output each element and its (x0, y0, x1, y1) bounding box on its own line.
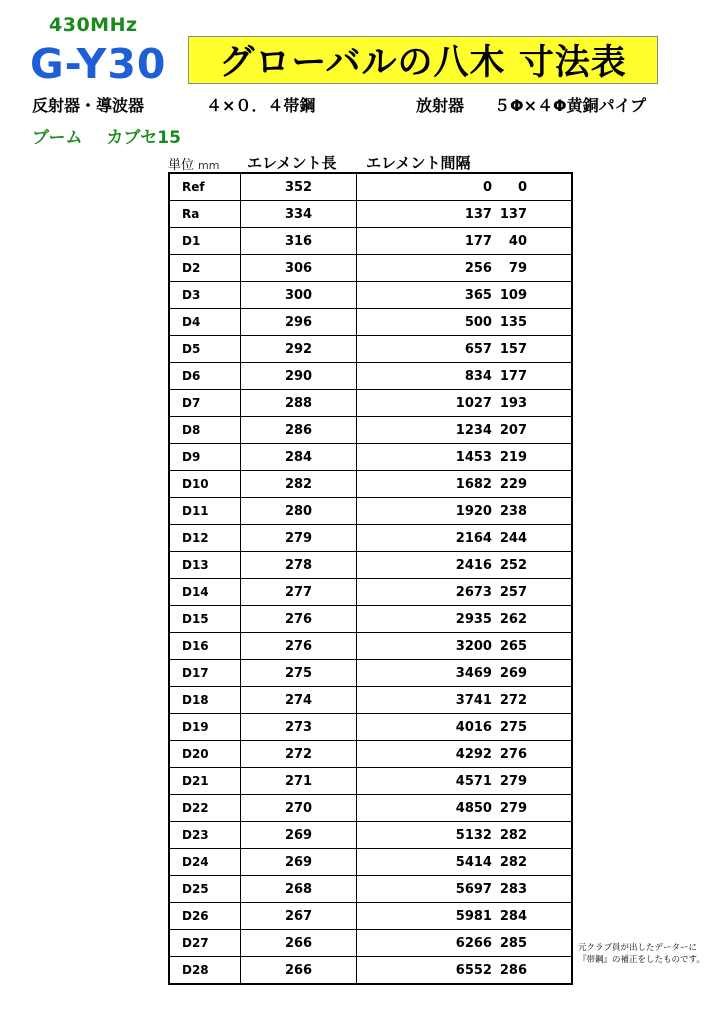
element-position: 834 (464, 368, 492, 384)
spacing-values (357, 498, 571, 524)
element-position: 3469 (455, 665, 492, 681)
element-name: D15 (169, 606, 241, 633)
element-position: 6266 (455, 935, 492, 951)
footnote-line-2: 『帯鋼』の補正をしたものです。 (578, 955, 705, 965)
table-row (169, 957, 572, 985)
table-row (169, 282, 572, 309)
header-element-spacing: エレメント間隔 (366, 154, 471, 172)
element-name: D28 (169, 957, 241, 985)
element-gap: 157 (499, 341, 527, 357)
table-row (169, 525, 572, 552)
table-row (169, 309, 572, 336)
element-position: 4016 (455, 719, 492, 735)
element-spacing-cell (356, 714, 572, 741)
dimension-table-body (169, 173, 572, 984)
element-position: 1453 (455, 449, 492, 465)
spacing-values (357, 876, 571, 902)
element-position: 1234 (455, 422, 492, 438)
element-gap: 262 (499, 611, 527, 627)
element-gap: 177 (499, 368, 527, 384)
element-position: 2935 (455, 611, 492, 627)
table-row (169, 930, 572, 957)
unit-label-text: 単位 (168, 158, 195, 173)
element-position: 4571 (455, 773, 492, 789)
spacing-values (357, 444, 571, 470)
element-gap: 252 (499, 557, 527, 573)
element-spacing-cell (356, 660, 572, 687)
element-length: 278 (241, 552, 357, 579)
dimension-table (168, 172, 573, 985)
footnote (578, 942, 705, 966)
spacing-values (357, 741, 571, 767)
element-name: D17 (169, 660, 241, 687)
element-name: D4 (169, 309, 241, 336)
spacing-values (357, 714, 571, 740)
element-name: D24 (169, 849, 241, 876)
radiator-value: ５Φ×４Φ黄銅パイプ (494, 96, 647, 115)
element-length: 280 (241, 498, 357, 525)
element-position: 657 (464, 341, 492, 357)
element-length: 277 (241, 579, 357, 606)
spacing-values (357, 660, 571, 686)
element-spacing-cell (356, 417, 572, 444)
spacing-values (357, 363, 571, 389)
element-gap: 229 (499, 476, 527, 492)
radiator-label: 放射器 (416, 96, 465, 115)
element-length: 272 (241, 741, 357, 768)
element-spacing-cell (356, 363, 572, 390)
table-row (169, 633, 572, 660)
footnote-line-1: 元クラブ員が出したデーターに (578, 943, 698, 953)
element-length: 279 (241, 525, 357, 552)
element-length: 270 (241, 795, 357, 822)
element-spacing-cell (356, 822, 572, 849)
element-name: D9 (169, 444, 241, 471)
element-spacing-cell (356, 552, 572, 579)
element-gap: 285 (499, 935, 527, 951)
element-gap: 79 (508, 260, 527, 276)
unit-mm: mm (198, 159, 220, 172)
spacing-values (357, 390, 571, 416)
table-row (169, 741, 572, 768)
element-gap: 279 (499, 800, 527, 816)
element-gap: 207 (499, 422, 527, 438)
element-position: 256 (464, 260, 492, 276)
element-position: 177 (464, 233, 492, 249)
spacing-values (357, 579, 571, 605)
element-name: Ra (169, 201, 241, 228)
element-name: D27 (169, 930, 241, 957)
element-spacing-cell (356, 903, 572, 930)
table-row (169, 714, 572, 741)
element-gap: 282 (499, 827, 527, 843)
element-position: 365 (464, 287, 492, 303)
element-position: 1027 (455, 395, 492, 411)
element-length: 269 (241, 849, 357, 876)
element-name: D18 (169, 687, 241, 714)
element-spacing-cell (356, 282, 572, 309)
boom-label: ブーム (32, 128, 83, 148)
element-length: 271 (241, 768, 357, 795)
table-row (169, 660, 572, 687)
boom-spec (32, 123, 181, 148)
spacing-values (357, 255, 571, 281)
element-spacing-cell (356, 849, 572, 876)
element-position: 5414 (455, 854, 492, 870)
table-row (169, 795, 572, 822)
element-position: 500 (464, 314, 492, 330)
element-length: 292 (241, 336, 357, 363)
element-spacing-cell (356, 255, 572, 282)
element-name: D2 (169, 255, 241, 282)
element-name: D16 (169, 633, 241, 660)
table-row (169, 903, 572, 930)
element-spacing-cell (356, 687, 572, 714)
boom-value: カブセ15 (106, 128, 181, 148)
element-position: 5132 (455, 827, 492, 843)
element-gap: 257 (499, 584, 527, 600)
element-spacing-cell (356, 228, 572, 255)
model-name: G-Y30 (30, 40, 167, 88)
element-gap: 283 (499, 881, 527, 897)
element-length: 274 (241, 687, 357, 714)
element-name: D21 (169, 768, 241, 795)
element-gap: 238 (499, 503, 527, 519)
element-length: 282 (241, 471, 357, 498)
element-length: 273 (241, 714, 357, 741)
spacing-values (357, 957, 571, 983)
element-position: 137 (464, 206, 492, 222)
element-name: D12 (169, 525, 241, 552)
element-spacing-cell (356, 525, 572, 552)
table-row (169, 444, 572, 471)
spacing-values (357, 417, 571, 443)
element-spacing-cell (356, 390, 572, 417)
table-row (169, 579, 572, 606)
element-spacing-cell (356, 930, 572, 957)
element-gap: 219 (499, 449, 527, 465)
element-gap: 286 (499, 962, 527, 978)
element-name: D20 (169, 741, 241, 768)
element-gap: 272 (499, 692, 527, 708)
element-name: D10 (169, 471, 241, 498)
element-length: 269 (241, 822, 357, 849)
table-row (169, 606, 572, 633)
table-row (169, 687, 572, 714)
element-gap: 265 (499, 638, 527, 654)
element-gap: 109 (499, 287, 527, 303)
element-length: 286 (241, 417, 357, 444)
frequency-label: 430MHz (49, 14, 138, 36)
element-name: D7 (169, 390, 241, 417)
element-spacing-cell (356, 471, 572, 498)
table-row (169, 849, 572, 876)
table-row (169, 173, 572, 201)
element-spacing-cell (356, 606, 572, 633)
spacing-values (357, 849, 571, 875)
element-name: D23 (169, 822, 241, 849)
element-length: 300 (241, 282, 357, 309)
element-spacing-cell (356, 444, 572, 471)
element-spacing-cell (356, 579, 572, 606)
table-row (169, 201, 572, 228)
element-spacing-cell (356, 957, 572, 985)
element-position: 1682 (455, 476, 492, 492)
table-row (169, 471, 572, 498)
spacing-values (357, 687, 571, 713)
element-spacing-cell (356, 795, 572, 822)
element-spacing-cell (356, 741, 572, 768)
page-title: グローバルの八木 寸法表 (219, 43, 627, 83)
spacing-values (357, 282, 571, 308)
reflector-director-label: 反射器・導波器 (32, 96, 145, 115)
element-spacing-cell (356, 173, 572, 201)
element-position: 1920 (455, 503, 492, 519)
element-position: 6552 (455, 962, 492, 978)
element-gap: 276 (499, 746, 527, 762)
element-gap: 0 (517, 179, 527, 195)
element-position: 4292 (455, 746, 492, 762)
element-gap: 269 (499, 665, 527, 681)
element-position: 5981 (455, 908, 492, 924)
element-length: 296 (241, 309, 357, 336)
spacing-values (357, 795, 571, 821)
element-gap: 137 (499, 206, 527, 222)
spacing-values (357, 822, 571, 848)
table-row (169, 363, 572, 390)
element-position: 0 (482, 179, 492, 195)
spacing-values (357, 471, 571, 497)
element-length: 266 (241, 930, 357, 957)
element-gap: 282 (499, 854, 527, 870)
element-gap: 275 (499, 719, 527, 735)
element-position: 3200 (455, 638, 492, 654)
element-name: Ref (169, 173, 241, 201)
element-length: 268 (241, 876, 357, 903)
element-spacing-cell (356, 336, 572, 363)
element-position: 4850 (455, 800, 492, 816)
element-name: D14 (169, 579, 241, 606)
element-name: D19 (169, 714, 241, 741)
element-length: 290 (241, 363, 357, 390)
unit-label (168, 154, 219, 173)
spacing-values (357, 336, 571, 362)
element-name: D5 (169, 336, 241, 363)
spacing-values (357, 606, 571, 632)
element-name: D1 (169, 228, 241, 255)
element-gap: 279 (499, 773, 527, 789)
element-length: 288 (241, 390, 357, 417)
element-length: 276 (241, 606, 357, 633)
spacing-values (357, 525, 571, 551)
element-gap: 135 (499, 314, 527, 330)
element-position: 2673 (455, 584, 492, 600)
element-name: D25 (169, 876, 241, 903)
reflector-director-value: ４×０．４帯鋼 (206, 96, 316, 115)
spacing-values (357, 309, 571, 335)
element-length: 266 (241, 957, 357, 985)
table-row (169, 336, 572, 363)
element-length: 275 (241, 660, 357, 687)
element-spacing-cell (356, 309, 572, 336)
spacing-values (357, 633, 571, 659)
element-length: 352 (241, 173, 357, 201)
element-spacing-cell (356, 876, 572, 903)
element-spacing-cell (356, 633, 572, 660)
spacing-values (357, 552, 571, 578)
table-row (169, 390, 572, 417)
element-position: 2164 (455, 530, 492, 546)
element-length: 267 (241, 903, 357, 930)
table-row (169, 498, 572, 525)
table-row (169, 822, 572, 849)
spacing-values (357, 228, 571, 254)
element-length: 306 (241, 255, 357, 282)
element-position: 5697 (455, 881, 492, 897)
table-row (169, 417, 572, 444)
element-gap: 244 (499, 530, 527, 546)
element-gap: 284 (499, 908, 527, 924)
header-element-length: エレメント長 (247, 154, 337, 172)
title-banner (188, 36, 658, 84)
element-name: D11 (169, 498, 241, 525)
element-name: D8 (169, 417, 241, 444)
element-gap: 40 (508, 233, 527, 249)
element-name: D6 (169, 363, 241, 390)
table-row (169, 255, 572, 282)
spacing-values (357, 930, 571, 956)
spacing-values (357, 174, 571, 200)
spacing-values (357, 903, 571, 929)
table-row (169, 552, 572, 579)
element-spacing-cell (356, 768, 572, 795)
spacing-values (357, 768, 571, 794)
element-position: 3741 (455, 692, 492, 708)
element-length: 334 (241, 201, 357, 228)
table-row (169, 768, 572, 795)
element-name: D26 (169, 903, 241, 930)
element-length: 284 (241, 444, 357, 471)
table-row (169, 228, 572, 255)
element-length: 316 (241, 228, 357, 255)
spacing-values (357, 201, 571, 227)
element-position: 2416 (455, 557, 492, 573)
element-name: D3 (169, 282, 241, 309)
element-name: D22 (169, 795, 241, 822)
element-gap: 193 (499, 395, 527, 411)
element-name: D13 (169, 552, 241, 579)
element-spacing-cell (356, 498, 572, 525)
element-spacing-cell (356, 201, 572, 228)
element-length: 276 (241, 633, 357, 660)
table-row (169, 876, 572, 903)
